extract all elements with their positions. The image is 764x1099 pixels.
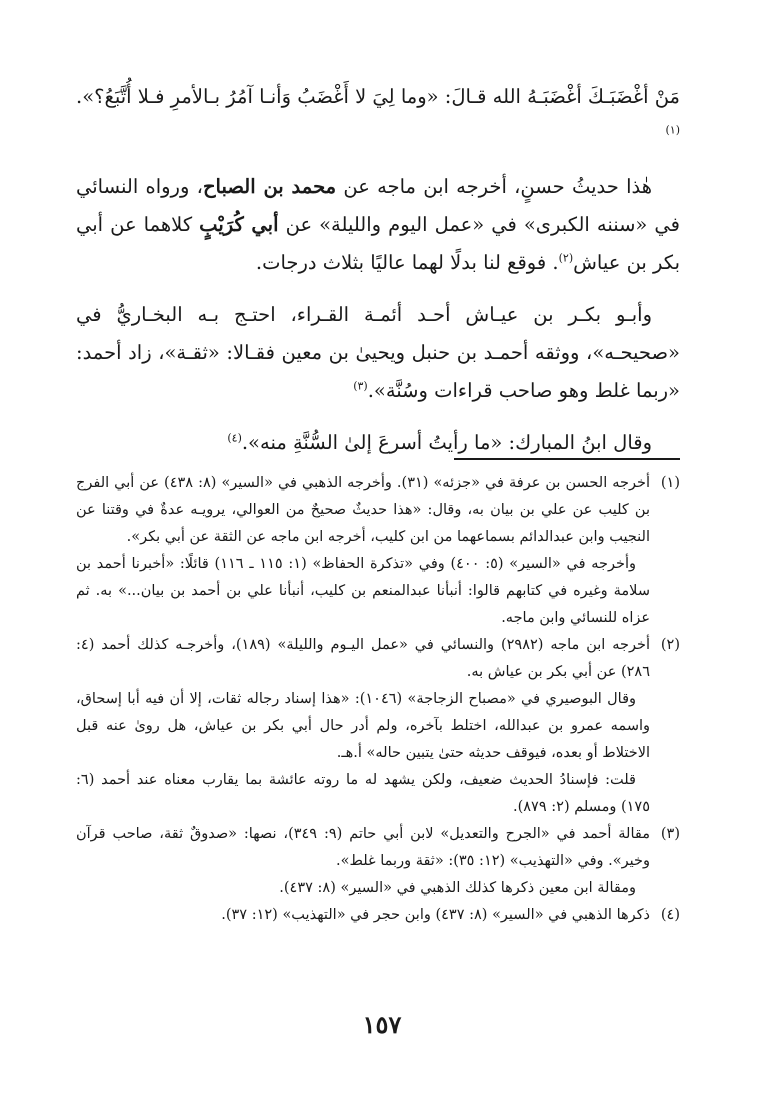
footnote-paragraph: أخرجه ابن ماجه (٢٩٨٢) والنسائي في «عمل اليـوم والليلة» (١٨٩)، وأخرجـه كذلك أحمد (٤: ٢٨٦) عن أبي بكر بن عياش به. — [76, 637, 650, 680]
footnote-separator — [454, 458, 680, 460]
footnotes — [76, 470, 680, 929]
footnote-paragraph: ذكرها الذهبي في «السير» (٨: ٤٣٧) وابن حجر في «التهذيب» (١٢: ٣٧). — [221, 907, 650, 923]
page-number: ١٥٧ — [362, 1010, 402, 1039]
footnote-number: (٤) — [660, 907, 680, 923]
footnote-2 — [76, 632, 680, 821]
footnote-number: (٢) — [660, 637, 680, 653]
footnote-number: (٣) — [660, 826, 680, 842]
note-ref-1: (١) — [665, 123, 680, 137]
footnote-body — [76, 632, 650, 821]
paragraph-ibn-mubarak: وقال ابنُ المبارك: «ما رأيتُ أسرعَ إلىٰ السُّنَّةِ منه».$^{(٤)}$ — [227, 431, 652, 454]
footnote-paragraph: أخرجه الحسن بن عرفة في «جزئه» (٣١). وأخرجه الذهبي في «السير» (٨: ٤٣٨) عن أبي الفرج بن كليب عن علي بن بيان به، وقال: «هذا حديثٌ صحيحٌ من العوالي، يرويـه عدةٌ في وقتنا عن النجيب وابن عبدالدائم بسماعهما من ابن كليب، أخرجه ابن ماجه عن الثقة عن أبي بكر». — [76, 475, 650, 545]
note-ref-4: (٤) — [227, 431, 242, 445]
main-text — [76, 78, 680, 462]
footnote-body — [76, 821, 650, 902]
footnote-4 — [76, 902, 680, 929]
hadith-ending: مَنْ أغْضَبَـكَ أغْضَبَـهُ الله قـالَ: «وما لِيَ لا أَغْضَبُ وَأنـا آمُرُ بـالأمرِ فـلا أُتَّبَعُ؟».$^{(١)}$ — [76, 85, 680, 137]
narrator-name-2: أبي كُرَيْبٍ — [199, 213, 279, 236]
note-ref-3: (٣) — [353, 379, 368, 393]
footnote-paragraph: وأخرجه في «السير» (٥: ٤٠٠) وفي «تذكرة الحفاظ» (١: ١١٥ ـ ١١٦) قائلًا: «أخبرنا أحمد بن سلامة وغيره في كتابهم قالوا: أنبأنا عبدالمنعم بن كليب، أنبأنا علي بن أحمد بن بيان...» به. ثم عزاه للنسائي وابن ماجه. — [76, 556, 650, 626]
note-ref-2: (٢) — [558, 251, 574, 265]
paragraph-takhrij: هٰذا حديثُ حسنٍ، أخرجه ابن ماجه عن محمد بن الصباح، ورواه النسائي في «سننه الكبرى» في «عمل اليوم والليلة» عن أبي كُرَيْبٍ كلاهما عن أبي بكر بن عياش$^{(٢)}$. فوقع لنا بدلًا لهما عاليًا بثلاث درجات. — [76, 175, 680, 274]
footnote-paragraph: ومقالة ابن معين ذكرها كذلك الذهبي في «السير» (٨: ٤٣٧). — [279, 880, 636, 896]
footnote-paragraph: قلت: فإسنادُ الحديث ضعيف، ولكن يشهد له ما روته عائشة بما يقارب معناه عند أحمد (٦: ١٧٥) ومسلم (٢: ٨٧٩). — [76, 772, 650, 815]
paragraph-narrator: وأبـو بكـر بن عيـاش أحـد أئمـة القـراء، احتـج بـه البخـاريُّ في «صحيحـه»، ووثقه أحمـد بن حنبل ويحيىٰ بن معين فقـالا: «ثقـة»، زاد أحمد: «ربما غلط وهو صاحب قراءات وسُنَّة».$^{(٣)}$ — [76, 303, 680, 402]
footnote-body — [76, 470, 650, 632]
footnote-paragraph: مقالة أحمد في «الجرح والتعديل» لابن أبي حاتم (٩: ٣٤٩)، نصها: «صدوقٌ ثقة، صاحب قرآن وخير». وفي «التهذيب» (١٢: ٣٥): «ثقة وربما غلط». — [76, 826, 650, 869]
narrator-name-1: محمد بن الصباح — [202, 175, 337, 198]
footnote-3 — [76, 821, 680, 902]
footnote-number: (١) — [660, 475, 680, 491]
footnote-paragraph: وقال البوصيري في «مصباح الزجاجة» (١٠٤٦): «هذا إسناد رجاله ثقات، إلا أن فيه أبا إسحاق، واسمه عمرو بن عبدالله، اختلط بآخره، ولم أدر حال أبي بكر بن عياش، هل روىٰ عنه قبل الاختلاط أو بعده، فيوقف حديثه حتىٰ يتبين حاله» أ.هـ. — [76, 691, 650, 761]
footnote-body — [76, 902, 650, 929]
footnote-1 — [76, 470, 680, 632]
